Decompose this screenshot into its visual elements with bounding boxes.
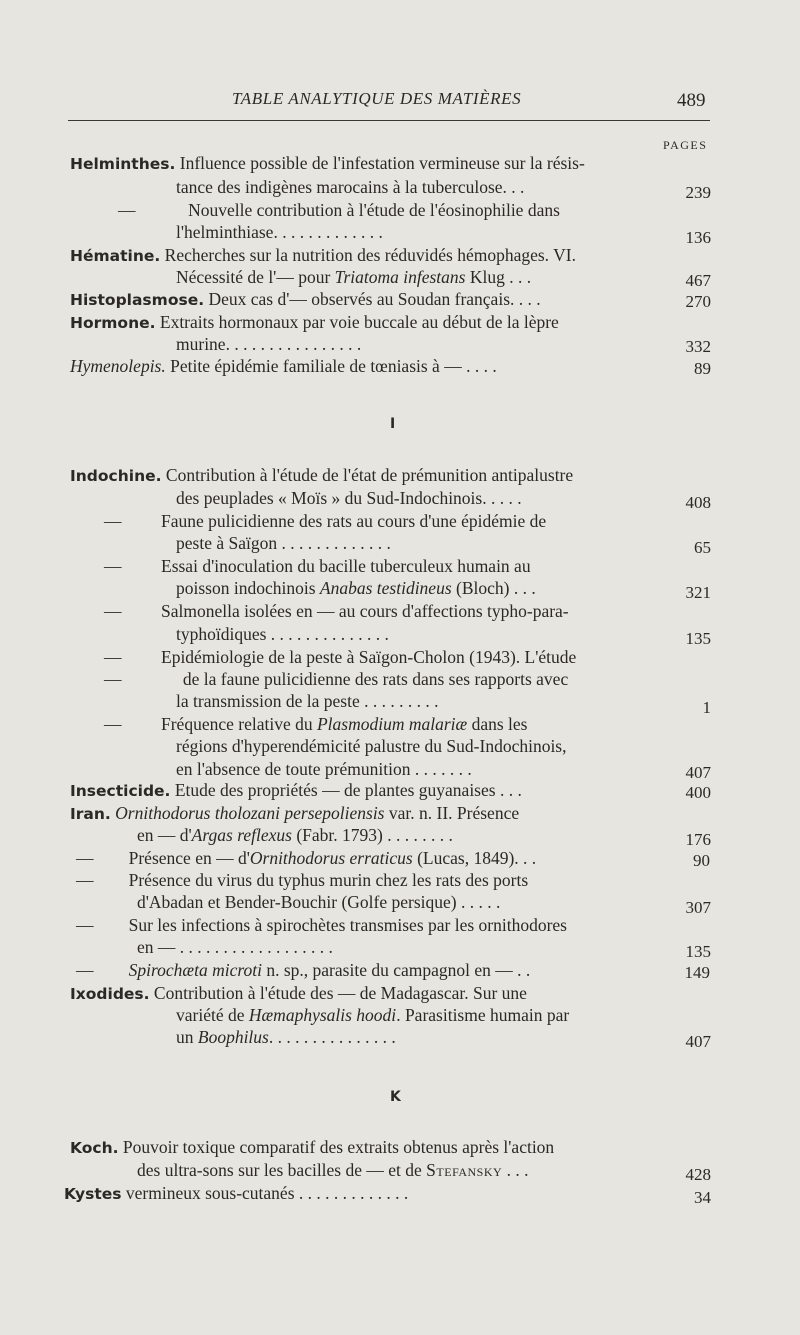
entry-text: murine. . . . . . . . . . . . . . . . xyxy=(176,334,362,354)
entry-text: tance des indigènes marocains à la tuberculose. . . xyxy=(176,177,525,197)
entry-helminthes xyxy=(70,152,710,174)
pages-column-label: PAGES xyxy=(663,138,708,152)
entry-text: Influence possible de l'infestation vermineuse sur la résis- xyxy=(175,153,585,173)
entry-ixodides xyxy=(70,982,710,1004)
entry-text: . . . xyxy=(502,1160,529,1180)
entry-keyword: Hématine. xyxy=(70,247,161,265)
entry-text: variété de xyxy=(176,1005,249,1025)
entry-text: Etude des propriétés — de plantes guyanaises . . . xyxy=(170,780,522,800)
species-name: Anabas testidineus xyxy=(319,578,452,598)
entry-text: Faune pulicidienne des rats au cours d'une épidémie de xyxy=(161,511,547,531)
page-ref: 400 xyxy=(685,783,711,802)
entry-indochine-3-cont xyxy=(176,577,711,602)
entry-indochine-6-cont2 xyxy=(176,758,711,780)
header-rule xyxy=(68,120,710,121)
entry-text: un xyxy=(176,1027,198,1047)
entry-indochine-cont xyxy=(176,487,711,512)
entry-text: Nécessité de l'— pour xyxy=(176,267,335,287)
section-letter-i: I xyxy=(390,416,396,432)
entry-ixodides-cont2 xyxy=(176,1026,711,1051)
subentry-dash: — xyxy=(104,511,122,531)
entry-hormone-cont xyxy=(176,333,711,355)
page-ref: 270 xyxy=(685,292,711,311)
entry-hematine xyxy=(70,244,710,266)
page-ref: 408 xyxy=(685,493,711,512)
entry-text: (Fabr. 1793) . . . . . . . . xyxy=(291,825,453,845)
entry-text: Fréquence relative du xyxy=(161,714,317,734)
page-ref: 89 xyxy=(694,359,711,378)
entry-text: Présence en — d' xyxy=(128,848,250,868)
entry-text: n. sp., parasite du campagnol en — . . xyxy=(261,960,531,980)
author-name: Stefansky xyxy=(426,1160,503,1180)
entry-ixodides-cont xyxy=(176,1004,638,1026)
entry-text: Petite épidémie familiale de tœniasis à — . . . . xyxy=(165,356,497,376)
entry-keyword: Iran. xyxy=(70,805,111,823)
entry-keyword: Koch. xyxy=(70,1139,119,1157)
entry-keyword: Histoplasmose. xyxy=(70,291,205,309)
entry-indochine-3 xyxy=(104,555,638,577)
entry-text: var. n. II. Présence xyxy=(384,803,520,823)
entry-keyword: Hormone. xyxy=(70,314,156,332)
entry-indochine-6 xyxy=(104,713,638,735)
page-ref: 428 xyxy=(685,1165,711,1184)
entry-text: Salmonella isolées en — au cours d'affections typho-para- xyxy=(161,601,569,621)
subentry-dash: — xyxy=(118,200,136,220)
entry-text: . . . . . . . . . . . . . . . xyxy=(268,1027,396,1047)
entry-text: en l'absence de toute prémunition . . . . . . . xyxy=(176,759,472,779)
page-number: 489 xyxy=(677,90,706,111)
entry-koch xyxy=(70,1136,710,1158)
entry-iran-5 xyxy=(76,959,710,981)
page-ref: 65 xyxy=(694,538,711,557)
page-ref: 34 xyxy=(694,1188,711,1207)
entry-text: vermineux sous-cutanés . . . . . . . . . . . . . xyxy=(121,1183,409,1203)
page-ref: 135 xyxy=(685,942,711,961)
entry-iran-4 xyxy=(76,914,638,936)
entry-text: de la faune pulicidienne des rats dans ses rapports avec xyxy=(182,669,569,689)
entry-indochine-5 xyxy=(104,646,638,668)
entry-text: poisson indochinois xyxy=(176,578,320,598)
entry-keyword: Insecticide. xyxy=(70,782,171,800)
entry-iran-cont xyxy=(137,824,711,849)
species-name: Ornithodorus tholozani persepoliensis xyxy=(115,803,385,823)
entry-iran-2 xyxy=(76,847,710,869)
entry-text: Contribution à l'étude de l'état de prémunition antipalustre xyxy=(161,465,574,485)
entry-text: Nouvelle contribution à l'étude de l'éosinophilie dans xyxy=(188,200,560,220)
entry-kystes xyxy=(64,1182,711,1207)
page-ref: 149 xyxy=(684,963,710,982)
entry-keyword: Kystes xyxy=(64,1185,122,1203)
entry-keyword: Ixodides. xyxy=(70,985,150,1003)
entry-text: . Parasitisme humain par xyxy=(396,1005,570,1025)
subentry-dash: — xyxy=(76,870,94,890)
entry-hormone xyxy=(70,311,710,333)
entry-text: des ultra-sons sur les bacilles de — et de xyxy=(137,1160,427,1180)
entry-helminthes-cont xyxy=(176,176,711,202)
page-ref: 407 xyxy=(685,763,711,782)
entry-indochine-6-cont xyxy=(176,735,636,757)
subentry-dash: — xyxy=(104,647,122,667)
species-name: Ornithodorus erraticus xyxy=(249,848,413,868)
entry-text: Contribution à l'étude des — de Madagascar. Sur une xyxy=(149,983,527,1003)
entry-text: en — . . . . . . . . . . . . . . . . . . xyxy=(137,937,333,957)
entry-indochine-4-cont xyxy=(176,623,711,648)
species-name: Hæmaphysalis hoodi xyxy=(248,1005,397,1025)
section-letter-k: K xyxy=(390,1089,401,1105)
subentry-dash: — xyxy=(104,556,122,576)
entry-histoplasmose xyxy=(70,288,711,310)
page-ref: 321 xyxy=(685,583,711,602)
entry-helminthes-2 xyxy=(118,199,648,221)
page-ref: 407 xyxy=(685,1032,711,1051)
page-ref: 135 xyxy=(685,629,711,648)
entry-koch-cont xyxy=(137,1159,711,1184)
entry-text: Recherches sur la nutrition des réduvidés hémophages. VI. xyxy=(160,245,576,265)
entry-text: Sur les infections à spirochètes transmises par les ornithodores xyxy=(128,915,567,935)
entry-iran-3-cont xyxy=(137,891,711,917)
page-ref: 136 xyxy=(685,228,711,247)
entry-text: peste à Saïgon . . . . . . . . . . . . . xyxy=(176,533,391,553)
subentry-dash: — xyxy=(104,714,122,734)
subentry-dash: — xyxy=(104,601,122,621)
entry-text: (Bloch) . . . xyxy=(451,578,536,598)
entry-text: des peuplades « Moïs » du Sud-Indochinois. . . . . xyxy=(176,488,522,508)
species-name: Triatoma infestans xyxy=(334,267,466,287)
entry-iran-3 xyxy=(76,869,638,891)
entry-indochine-5-cont2 xyxy=(176,690,711,717)
genus-name: Hymenolepis. xyxy=(70,356,166,376)
page-ref: 90 xyxy=(693,851,710,870)
entry-text: Epidémiologie de la peste à Saïgon-Cholon (1943). L'étude xyxy=(161,647,577,667)
subentry-dash: — xyxy=(76,960,94,980)
entry-hematine-cont xyxy=(176,266,711,288)
page-ref: 239 xyxy=(685,183,711,202)
entry-text: Présence du virus du typhus murin chez les rats des ports xyxy=(128,870,529,890)
entry-text: Essai d'inoculation du bacille tuberculeux humain au xyxy=(161,556,531,576)
entry-indochine-2-cont xyxy=(176,532,711,557)
species-name: Spirochæta microti xyxy=(128,960,262,980)
page-ref: 176 xyxy=(685,830,711,849)
entry-helminthes-2-cont xyxy=(176,221,711,247)
page-ref: 1 xyxy=(702,698,711,717)
entry-hymenolepis xyxy=(70,355,711,377)
page-ref: 467 xyxy=(685,271,711,290)
entry-text: Klug . . . xyxy=(465,267,532,287)
entry-iran-4-cont xyxy=(137,936,711,961)
running-title: TABLE ANALYTIQUE DES MATIÈRES xyxy=(232,89,522,108)
entry-text: l'helminthiase. . . . . . . . . . . . . xyxy=(176,222,383,242)
entry-text: d'Abadan et Bender-Bouchir (Golfe persique) . . . . . xyxy=(137,892,501,912)
entry-indochine-5-cont xyxy=(104,668,638,690)
entry-text: dans les xyxy=(467,714,528,734)
entry-keyword: Indochine. xyxy=(70,467,162,485)
page-ref: 332 xyxy=(685,337,711,356)
entry-text: Extraits hormonaux par voie buccale au début de la lèpre xyxy=(155,312,559,332)
entry-text: typhoïdiques . . . . . . . . . . . . . . xyxy=(176,624,389,644)
subentry-dash: — xyxy=(76,915,94,935)
entry-keyword: Helminthes. xyxy=(70,155,176,173)
page-ref: 307 xyxy=(685,898,711,917)
subentry-dash: — xyxy=(104,669,122,689)
entry-text: (Lucas, 1849). . . xyxy=(412,848,537,868)
entry-insecticide xyxy=(70,779,711,801)
entry-indochine-2 xyxy=(104,510,638,532)
species-name: Argas reflexus xyxy=(191,825,292,845)
entry-text: Pouvoir toxique comparatif des extraits obtenus après l'action xyxy=(118,1137,555,1157)
genus-name: Boophilus xyxy=(197,1027,269,1047)
subentry-dash: — xyxy=(76,848,94,868)
species-name: Plasmodium malariæ xyxy=(316,714,468,734)
entry-indochine xyxy=(70,464,710,486)
entry-text: en — d' xyxy=(137,825,192,845)
entry-iran xyxy=(70,802,710,824)
entry-text: la transmission de la peste . . . . . . . . . xyxy=(176,691,439,711)
entry-text: Deux cas d'— observés au Soudan français. . . . xyxy=(204,289,541,309)
entry-indochine-4 xyxy=(104,600,638,622)
entry-text: régions d'hyperendémicité palustre du Sud-Indochinois, xyxy=(176,736,567,756)
